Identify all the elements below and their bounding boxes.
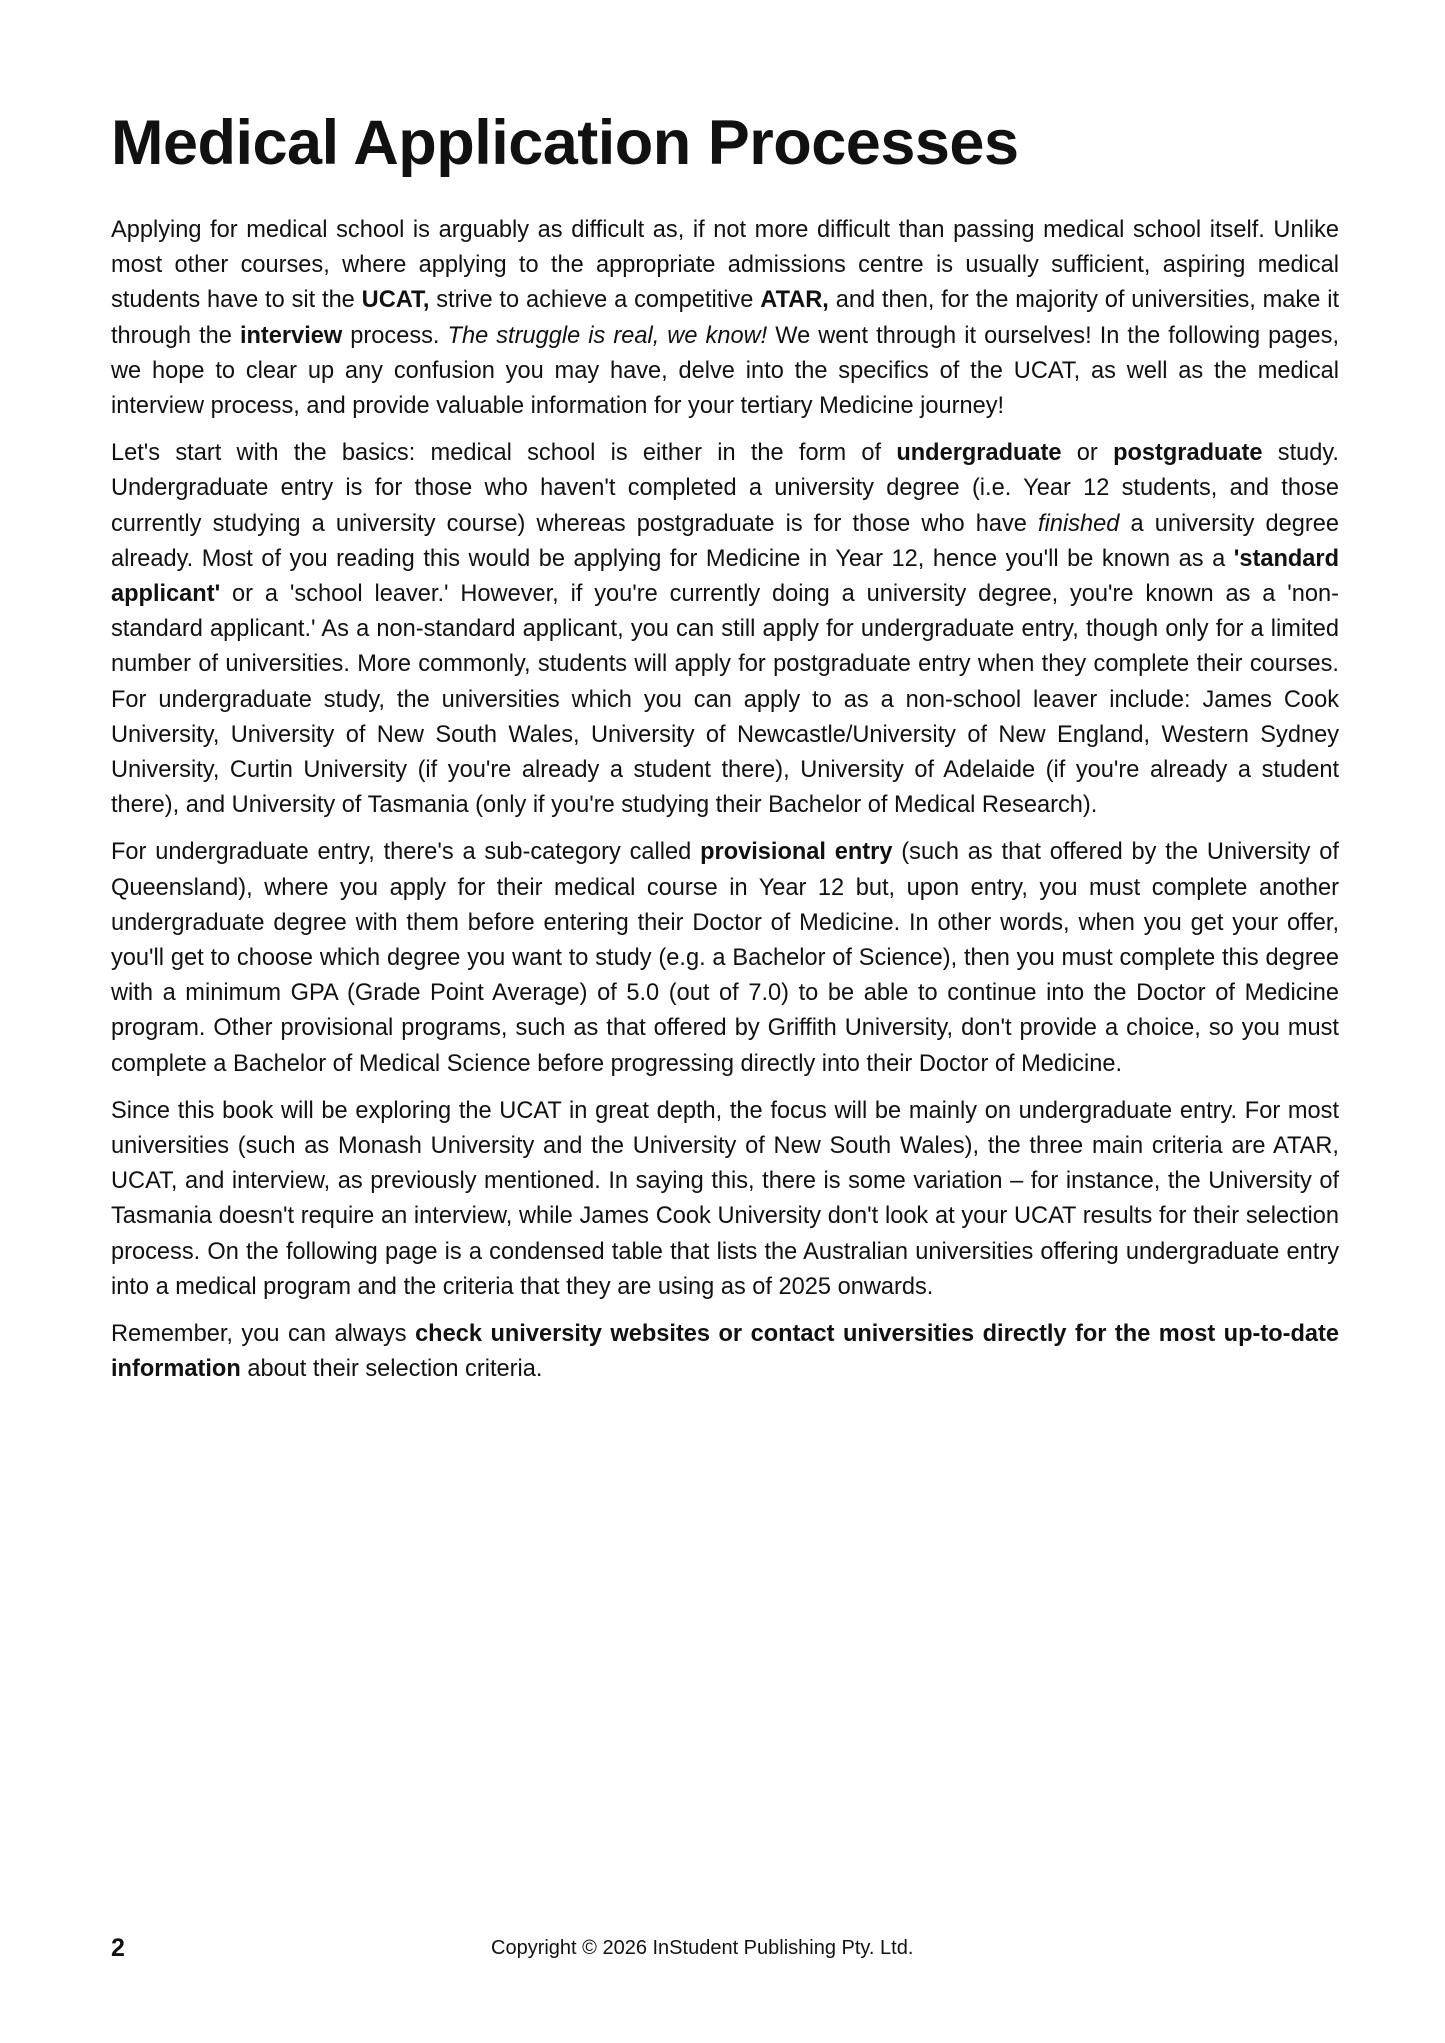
text-run: Since this book will be exploring the UCAT in great depth, the focus will be mainly on undergraduate entry. For most universities (such as Monash University and the University of New South Wales), the three main criteria are ATAR, UCAT, and interview, as previously mentioned. In saying this, there is some variation – for instance, the University of Tasmania doesn't require an interview, while James Cook University don't look at your UCAT results for their selection process. On the following page is a condensed table that lists the Australian universities offering undergraduate entry into a medical program and the criteria that they are using as of 2025 onwards. — [111, 1097, 1339, 1300]
bold-text: check university websites or contact universities directly for the most up-to-date information — [111, 1321, 1339, 1383]
bold-text: 'standard applicant' — [111, 545, 1339, 608]
bold-text: interview — [239, 322, 343, 349]
bold-text: postgraduate — [1113, 440, 1263, 467]
body-paragraph — [111, 436, 1339, 823]
italic-text: The struggle is real, we know! — [447, 322, 768, 349]
text-run: Let's start with the basics: medical school is either in the form of — [111, 440, 897, 467]
page-content — [111, 103, 1339, 1400]
text-run: We went through it ourselves! In the following pages, we hope to clear up any confusion you may have, delve into the specifics of the UCAT, as well as the medical interview process, and provide valuable information for your tertiary Medicine journey! — [111, 322, 1339, 420]
body-paragraph — [111, 835, 1339, 1081]
text-run: a university degree already. Most of you reading this would be applying for Medicine in Year 12, hence you'll be known as a — [111, 510, 1339, 572]
page-footer — [111, 1934, 1339, 1974]
body-paragraph — [111, 1317, 1339, 1387]
body-paragraph — [111, 213, 1339, 424]
text-run: about their selection criteria. — [240, 1356, 543, 1383]
text-run: strive to achieve a competitive — [429, 287, 761, 314]
text-run: or — [1061, 440, 1114, 467]
bold-text: undergraduate — [896, 440, 1062, 467]
page-title: Medical Application Processes — [111, 108, 1019, 178]
body-paragraph — [111, 1094, 1339, 1305]
text-run: For undergraduate entry, there's a sub-category called — [111, 839, 701, 866]
text-run: (such as that offered by the University of Queensland), where you apply for their medical course in Year 12 but, upon entry, you must complete another undergraduate degree with them before entering their Doctor of Medicine. In other words, when you get your offer, you'll get to choose which degree you want to study (e.g. a Bachelor of Science), then you must complete this degree with a minimum GPA (Grade Point Average) of 5.0 (out of 7.0) to be able to continue into the Doctor of Medicine program. Other provisional programs, such as that offered by Griffith University, don't provide a choice, so you must complete a Bachelor of Medical Science before progressing directly into their Doctor of Medicine. — [111, 839, 1339, 1077]
text-run: Applying for medical school is arguably as difficult as, if not more difficult than passing medical school itself. Unlike most other courses, where applying to the appropriate admissions centre is usually sufficient, aspiring medical students have to sit the — [111, 217, 1339, 314]
italic-text: finished — [1038, 510, 1120, 537]
bold-text: UCAT, — [361, 287, 430, 314]
text-run: study. Undergraduate entry is for those who haven't completed a university degree (i.e. Year 12 students, and those currently studying a university course) whereas postgraduate is for those who have — [111, 440, 1339, 537]
text-run: and then, for the majority of universities, make it through the — [111, 287, 1339, 349]
text-run: or a 'school leaver.' However, if you're currently doing a university degree, you're known as a 'non-standard applicant.' As a non-standard applicant, you can still apply for undergraduate entry, though only for a limited number of universities. More commonly, students will apply for postgraduate entry when they complete their courses. For undergraduate study, the universities which you can apply to as a non-school leaver include: James Cook University, University of New South Wales, University of Newcastle/University of New England, Western Sydney University, Curtin University (if you're already a student there), University of Adelaide (if you're already a student there), and University of Tasmania (only if you're studying their Bachelor of Medical Research). — [111, 581, 1339, 819]
text-run: Remember, you can always — [111, 1321, 416, 1348]
body-text — [111, 213, 1339, 1388]
copyright-notice: Copyright © 2026 InStudent Publishing Pty. Ltd. — [491, 1937, 914, 1959]
text-run: process. — [342, 322, 448, 349]
bold-text: provisional entry — [700, 839, 893, 866]
bold-text: ATAR, — [760, 287, 829, 314]
page-number: 2 — [111, 1934, 125, 1962]
